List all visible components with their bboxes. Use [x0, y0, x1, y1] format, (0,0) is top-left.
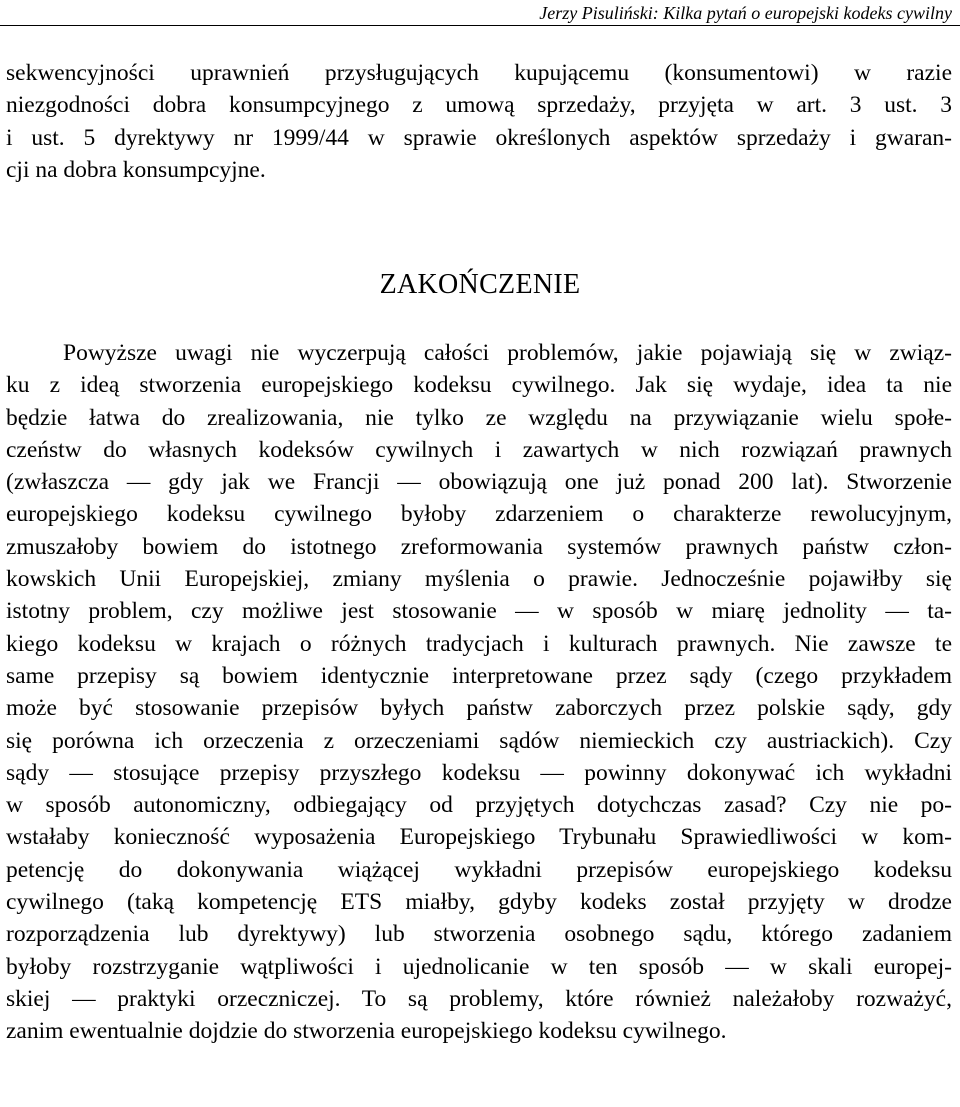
text-line: kowskich Unii Europejskiej, zmiany myślenia o prawie. Jednocześnie pojawiłby się — [6, 566, 952, 593]
text-line: w sposób autonomiczny, odbiegający od przyjętych dotychczas zasad? Czy nie po- — [6, 792, 952, 819]
text-line: (zwłaszcza — gdy jak we Francji — obowiązują one już ponad 200 lat). Stworzenie — [6, 469, 952, 496]
text-line: europejskiego kodeksu cywilnego byłoby zdarzeniem o charakterze rewolucyjnym, — [6, 501, 952, 528]
text-line: się porówna ich orzeczenia z orzeczeniami sądów niemieckich czy austriackich). Czy — [6, 727, 952, 754]
text-line: cji na dobra konsumpcyjne. — [6, 156, 266, 183]
text-line: cywilnego (taką kompetencję ETS miałby, gdyby kodeks został przyjęty w drodze — [6, 889, 952, 916]
text-line: może być stosowanie przepisów byłych państw zaborczych przez polskie sądy, gdy — [6, 695, 952, 722]
intro-paragraph — [6, 57, 952, 186]
text-line: byłoby rozstrzyganie wątpliwości i ujednolicanie w ten sposób — w skali europej- — [6, 953, 952, 980]
text-line: wstałaby konieczność wyposażenia Europejskiego Trybunału Sprawiedliwości w kom- — [6, 824, 952, 851]
section-heading: ZAKOŃCZENIE — [379, 269, 581, 300]
text-line: same przepisy są bowiem identycznie interpretowane przez sądy (czego przykładem — [6, 662, 952, 689]
text-line: i ust. 5 dyrektywy nr 1999/44 w sprawie określonych aspektów sprzedaży i gwaran- — [6, 124, 952, 151]
text-line: Powyższe uwagi nie wyczerpują całości problemów, jakie pojawiają się w związ- — [63, 340, 952, 366]
text-line: skiej — praktyki orzeczniczej. To są problemy, które również należałoby rozważyć, — [6, 985, 952, 1012]
text-line: rozporządzenia lub dyrektywy) lub stworzenia osobnego sądu, którego zadaniem — [6, 921, 952, 948]
header-rule — [0, 25, 960, 26]
text-line: niezgodności dobra konsumpcyjnego z umową sprzedaży, przyjęta w art. 3 ust. 3 — [6, 92, 952, 119]
text-line: czeństw do własnych kodeksów cywilnych i zawartych w nich rozwiązań prawnych — [6, 436, 952, 463]
running-header: Jerzy Pisuliński: Kilka pytań o europejski kodeks cywilny — [539, 3, 952, 23]
text-line: będzie łatwa do zrealizowania, nie tylko ze względu na przywiązanie wielu społe- — [6, 404, 952, 431]
text-line: sądy — stosujące przepisy przyszłego kodeksu — powinny dokonywać ich wykładni — [6, 759, 952, 786]
text-line: kiego kodeksu w krajach o różnych tradycjach i kulturach prawnych. Nie zawsze te — [6, 630, 952, 657]
text-line: istotny problem, czy możliwe jest stosowanie — w sposób w miarę jednolity — ta- — [6, 598, 952, 625]
text-line: sekwencyjności uprawnień przysługujących kupującemu (konsumentowi) w razie — [6, 60, 952, 86]
text-line: zanim ewentualnie dojdzie do stworzenia europejskiego kodeksu cywilnego. — [6, 1018, 727, 1045]
text-line: zmuszałoby bowiem do istotnego zreformowania systemów prawnych państw człon- — [6, 533, 952, 560]
text-line: petencję do dokonywania wiążącej wykładni przepisów europejskiego kodeksu — [6, 856, 952, 883]
text-line: ku z ideą stworzenia europejskiego kodeksu cywilnego. Jak się wydaje, idea ta nie — [6, 372, 952, 399]
main-paragraph — [6, 337, 952, 1048]
